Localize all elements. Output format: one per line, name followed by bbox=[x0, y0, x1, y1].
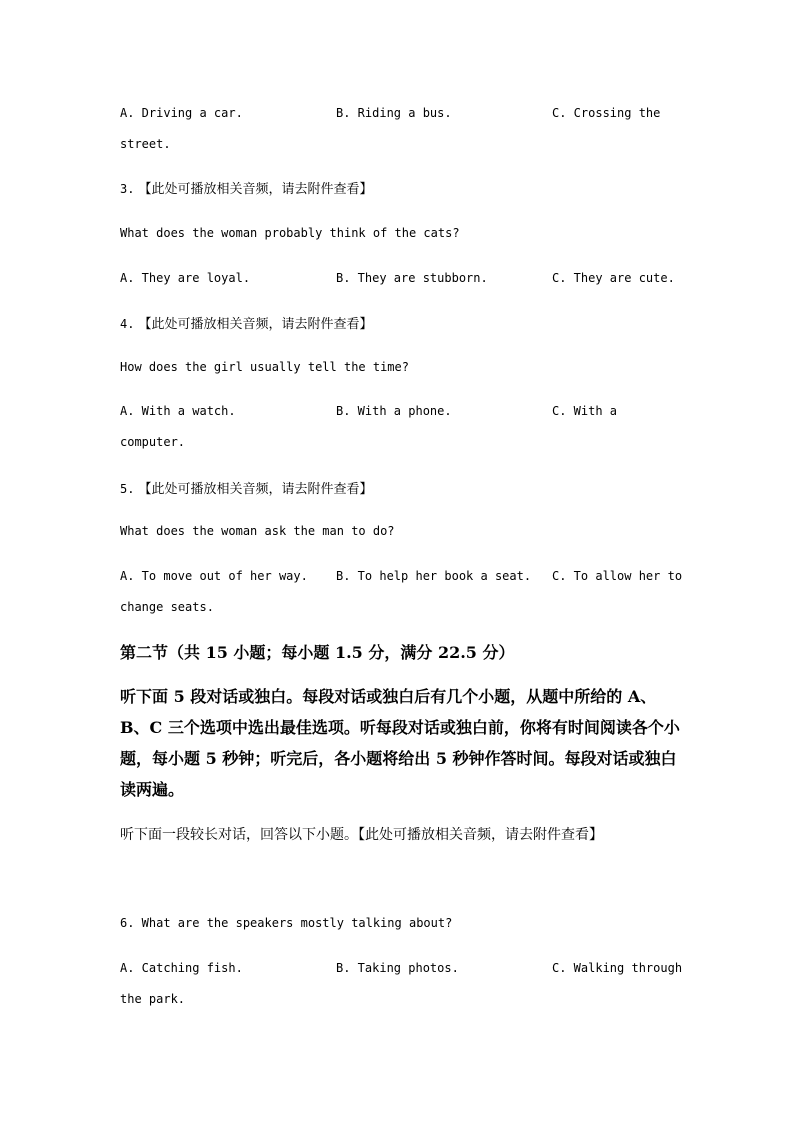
section-instructions: 听下面 5 段对话或独白。每段对话或独白后有几个小题，从题中所给的 A、B、C 三个选项中选出最佳选项。听每段对话或独白前，你将有时间阅读各个小题，每小题 5 秒钟；听完后，各小题将给出 5 秒钟作答时间。每段对话或独白读两遍。 bbox=[120, 687, 680, 799]
q6-option-c-continued: the park. bbox=[120, 992, 186, 1006]
q3-question: What does the woman probably think of the cats? bbox=[120, 226, 460, 240]
q5-number: 5. bbox=[120, 482, 135, 496]
section-heading: 第二节（共 15 小题；每小题 1.5 分，满分 22.5 分） bbox=[120, 643, 515, 662]
q4-question: How does the girl usually tell the time? bbox=[120, 360, 409, 374]
q4-option-c-continued: computer. bbox=[120, 435, 186, 449]
q3-option-a: A. They are loyal. bbox=[120, 271, 251, 285]
q4-option-b: B. With a phone. bbox=[336, 404, 452, 418]
q4-option-a: A. With a watch. bbox=[120, 404, 236, 418]
q4-audio-note: 【此处可播放相关音频，请去附件查看】 bbox=[138, 317, 373, 332]
q5-option-c: C. To allow her to bbox=[552, 569, 683, 583]
q5-question: What does the woman ask the man to do? bbox=[120, 524, 395, 538]
q6-option-a: A. Catching fish. bbox=[120, 961, 243, 975]
q3-option-b: B. They are stubborn. bbox=[336, 271, 488, 285]
q2-option-c: C. Crossing the bbox=[552, 106, 661, 120]
q2-option-a: A. Driving a car. bbox=[120, 106, 243, 120]
q3-number: 3. bbox=[120, 182, 135, 196]
q4-number: 4. bbox=[120, 317, 135, 331]
q2-option-c-continued: street. bbox=[120, 137, 171, 151]
q6-question: 6. What are the speakers mostly talking about? bbox=[120, 916, 453, 930]
q5-audio-note: 【此处可播放相关音频，请去附件查看】 bbox=[138, 482, 373, 497]
q3-audio-note: 【此处可播放相关音频，请去附件查看】 bbox=[138, 182, 373, 197]
q4-header bbox=[120, 313, 372, 333]
q6-option-c: C. Walking through bbox=[552, 961, 683, 975]
q3-header bbox=[120, 178, 372, 198]
q3-option-c: C. They are cute. bbox=[552, 271, 675, 285]
q2-option-b: B. Riding a bus. bbox=[336, 106, 452, 120]
q5-option-a: A. To move out of her way. bbox=[120, 569, 308, 583]
q5-option-b: B. To help her book a seat. bbox=[336, 569, 532, 583]
dialogue-note: 听下面一段较长对话，回答以下小题。【此处可播放相关音频，请去附件查看】 bbox=[120, 827, 603, 843]
q5-header bbox=[120, 478, 372, 498]
q4-option-c: C. With a bbox=[552, 404, 618, 418]
q6-option-b: B. Taking photos. bbox=[336, 961, 459, 975]
q5-option-c-continued: change seats. bbox=[120, 600, 214, 614]
